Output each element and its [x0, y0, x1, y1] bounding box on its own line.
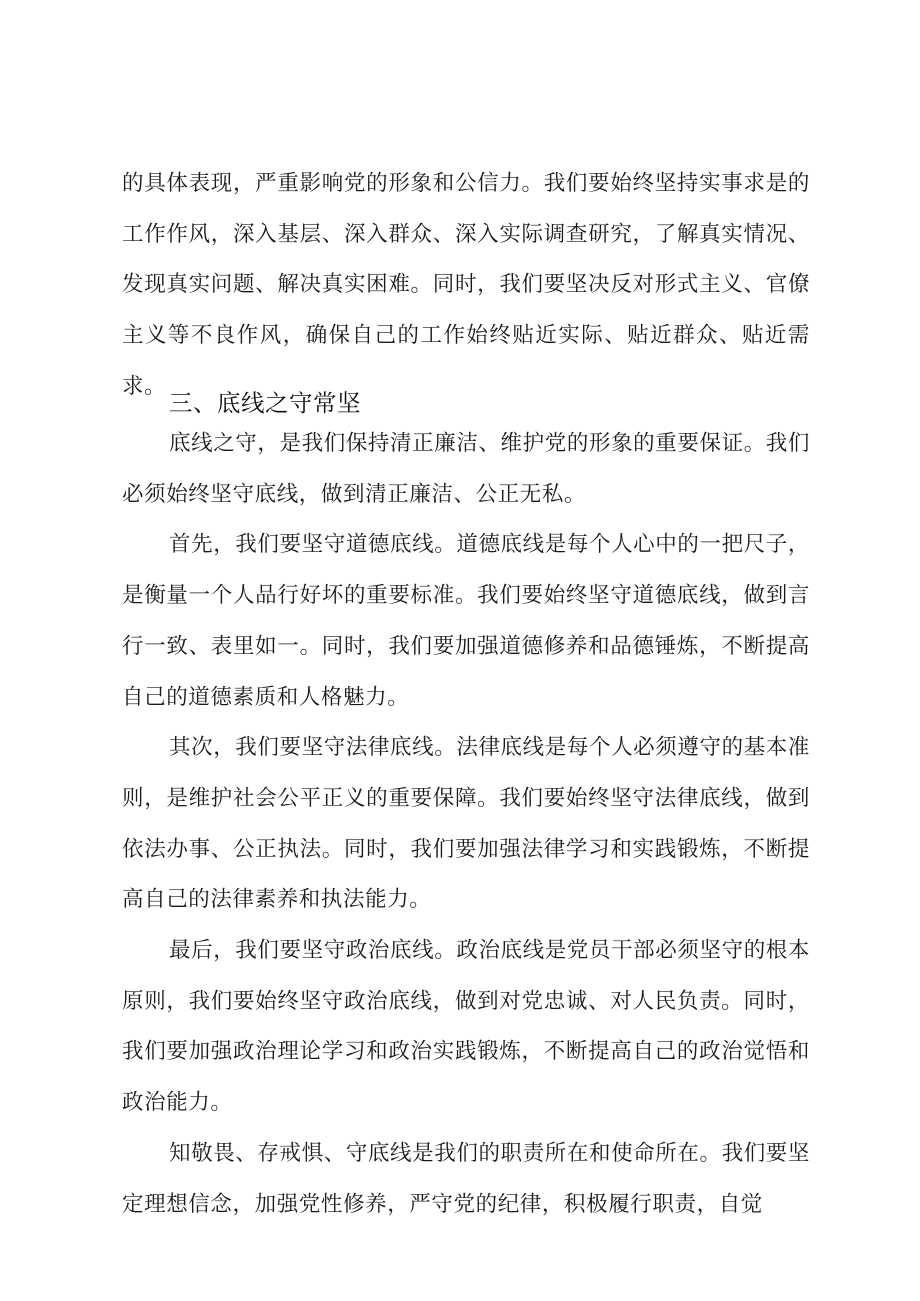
body-paragraph: 其次，我们要坚守法律底线。法律底线是每个人必须遵守的基本准则，是维护社会公平正义的重要保障。我们要始终坚守法律底线，做到依法办事、公正执法。同时，我们要加强法律学习和实践锻炼，不断提高自己的法律素养和执法能力。: [122, 735, 810, 913]
section-heading: 三、底线之守常坚: [169, 389, 361, 417]
section-body: [122, 419, 810, 1230]
continued-paragraph: 的具体表现，严重影响党的形象和公信力。我们要始终坚持实事求是的工作作风，深入基层、深入群众、深入实际调查研究，了解真实情况、发现真实问题、解决真实困难。同时，我们要坚决反对形式主义、官僚主义等不良作风，确保自己的工作始终贴近实际、贴近群众、贴近需求。: [122, 171, 810, 399]
body-paragraph: 首先，我们要坚守道德底线。道德底线是每个人心中的一把尺子，是衡量一个人品行好坏的重要标准。我们要始终坚守道德底线，做到言行一致、表里如一。同时，我们要加强道德修养和品德锤炼，不断提高自己的道德素质和人格魅力。: [122, 532, 810, 710]
continued-paragraph-block: [122, 159, 810, 413]
body-paragraph: 知敬畏、存戒惧、守底线是我们的职责所在和使命所在。我们要坚定理想信念，加强党性修养，严守党的纪律，积极履行职责，自觉: [122, 1140, 810, 1217]
body-paragraph: 底线之守，是我们保持清正廉洁、维护党的形象的重要保证。我们必须始终坚守底线，做到清正廉洁、公正无私。: [122, 431, 810, 507]
body-paragraph: 最后，我们要坚守政治底线。政治底线是党员干部必须坚守的根本原则，我们要始终坚守政治底线，做到对党忠诚、对人民负责。同时，我们要加强政治理论学习和政治实践锻炼，不断提高自己的政治觉悟和政治能力。: [122, 938, 810, 1116]
